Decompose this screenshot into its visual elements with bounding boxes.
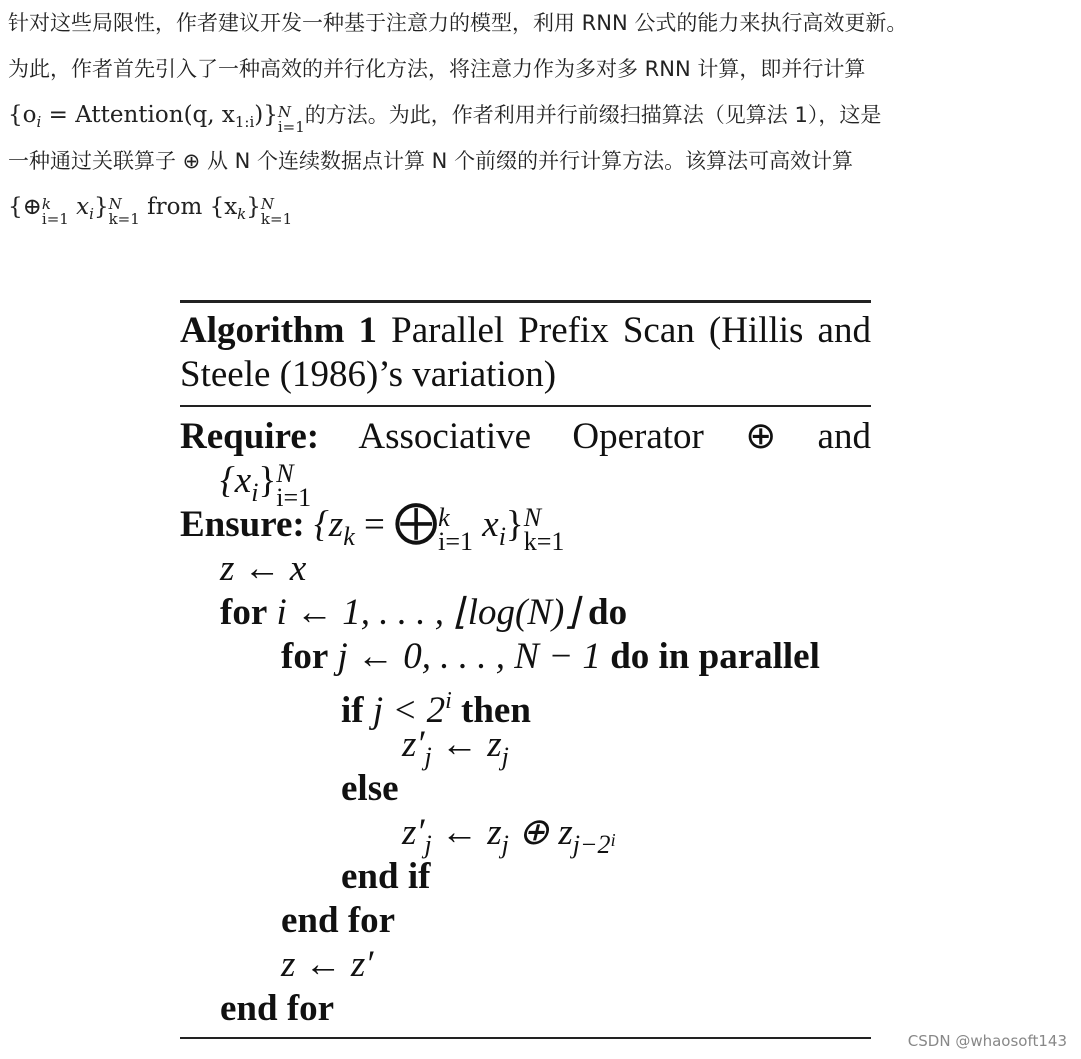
assign-then-line: $z'_j$ ← $z_j$ <box>402 724 509 771</box>
paragraph-line-2: 为此，作者首先引入了一种高效的并行化方法，将注意力作为多对多 RNN 计算，即并行计算 <box>8 57 866 81</box>
algorithm-title <box>180 303 871 405</box>
prefix-formula: {⊕ k i=1 $x_i$} N k=1 from $\{x_k\}$ N k=1 <box>8 194 293 228</box>
paragraph-line-4: 一种通过关联算子 ⊕ 从 N 个连续数据点计算 N 个前缀的并行计算方法。该算法可高效计算 <box>8 149 854 173</box>
endif-line: end if <box>341 856 431 897</box>
init-line: z ← x <box>220 548 307 589</box>
watermark: CSDN @whaosoft143 <box>907 1032 1067 1050</box>
endfor-outer-line: end for <box>220 988 335 1029</box>
attention-formula: {$o_i$ = Attention(q, $x_{1:i}$)} N i=1 <box>8 102 305 136</box>
require-line: Require: Associative Operator ⊕ and <box>180 416 871 457</box>
for-inner-line: for j ← 0, . . . , N − 1 do in parallel <box>281 636 820 677</box>
algorithm-caption: Parallel Prefix Scan (Hillis and Steele (1986)’s variation) <box>180 310 871 395</box>
algorithm-box <box>180 300 871 1039</box>
algorithm-label: Algorithm 1 <box>180 310 378 351</box>
update-line: z ← z′ <box>281 944 374 985</box>
algorithm-body <box>180 407 871 1037</box>
ensure-line: Ensure: {$z_k$ = ⨁ k i=1 $x_i$} N k=1 <box>180 497 565 556</box>
for-outer-line: for i ← 1, . . . , ⌊log(N)⌋ do <box>220 592 628 633</box>
paragraph-line-3: {$o_i$ = Attention(q, $x_{1:i}$)} N i=1 的方法。为此，作者利用并行前缀扫描算法（见算法 1），这是 <box>8 102 882 136</box>
else-line: else <box>341 768 399 809</box>
paragraph <box>8 0 1076 254</box>
paragraph-line-1: 针对这些局限性，作者建议开发一种基于注意力的模型，利用 RNN 公式的能力来执行高效更新。 <box>8 11 908 35</box>
assign-else-line: $z'_j$ ← $z_j$ ⊕ $z_{j-2}i$ <box>402 812 616 859</box>
if-line: if $j < 2^i$ then <box>341 688 531 731</box>
algorithm-bottom-rule <box>180 1037 871 1039</box>
paragraph-line-5 <box>8 184 1076 254</box>
endfor-inner-line: end for <box>281 900 396 941</box>
require-set-line: $\{x_i\}$ N i=1 <box>220 459 312 512</box>
